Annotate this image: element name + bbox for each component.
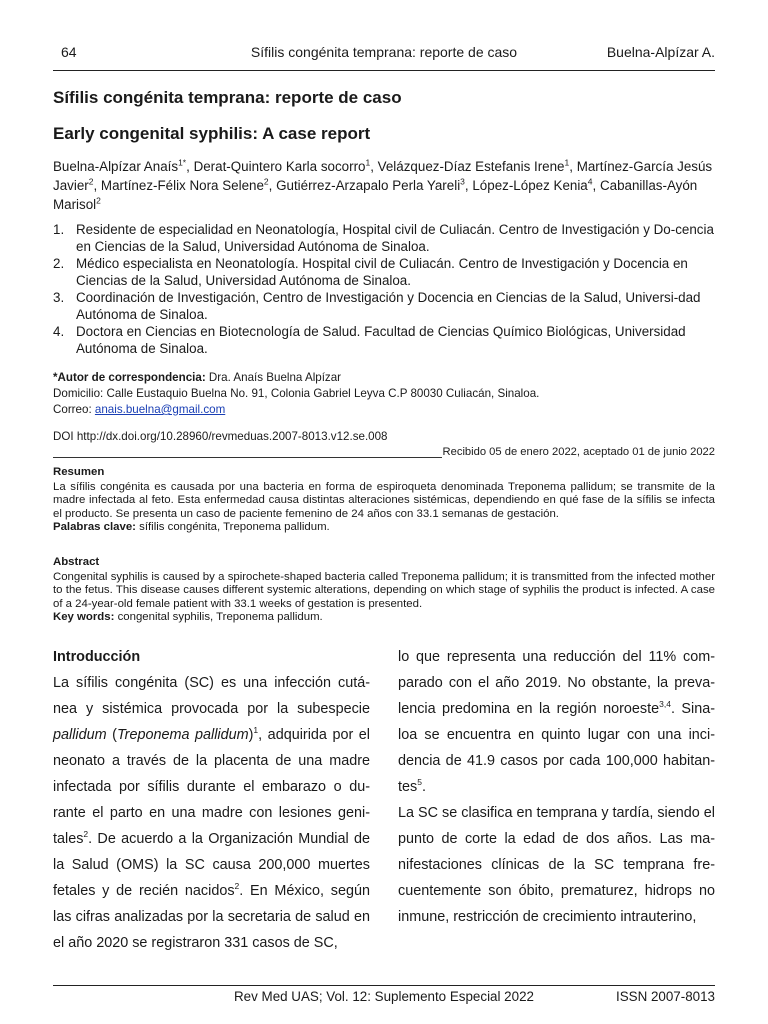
text-run: ( [106,727,117,743]
intro-paragraph-2 [398,644,715,800]
section-heading-introduccion: Introducción [53,649,141,665]
abstract-block [53,556,715,625]
resumen-block [53,466,715,535]
doi-text: DOI http://dx.doi.org/10.28960/revmeduas.2007-8013.v12.se.008 [53,430,388,443]
affiliation-item [53,323,715,357]
received-date: Recibido 05 de enero 2022, aceptado 01 de junio 2022 [442,446,715,458]
affiliation-number: 1. [53,222,65,237]
running-author: Buelna-Alpízar A. [606,44,715,60]
text-run: ) [248,727,254,743]
author-sup: 1* [178,157,187,168]
italic-term: pallidum [53,727,107,743]
journal-citation: Rev Med UAS; Vol. 12: Suplemento Especial 2022 [234,989,534,1004]
citation-sup: 5 [417,777,422,788]
affiliation-list [53,221,715,357]
author-name: Gutiérrez-Arzapalo Perla Yareli [276,178,461,193]
italic-term: Treponema pallidum [116,727,249,743]
issn: ISSN 2007-8013 [615,989,715,1004]
correspondence-name: Dra. Anaís Buelna Alpízar [208,371,342,384]
text-run: . Sina-loa se encuentra en quinto lugar con una inci-dencia de 41.9 casos por cada 100,000 habitan-tes [398,701,715,795]
resumen-heading: Resumen [53,466,105,478]
email-label: Correo: [53,403,92,416]
author-sup: 3 [460,176,465,187]
intro-paragraph-3: La SC se clasifica en temprana y tardía, siendo el punto de corte la edad de dos años. Las ma-nifestaciones clínicas de la SC temprana fre-cuentemente son óbito, prematurez, hidrops no inmune, restricción de crecimiento intrauterino, [398,805,715,925]
author-sup: 2 [88,176,94,187]
citation-sup: 2 [83,829,89,840]
affiliation-text: Residente de especialidad en Neonatología, Hospital civil de Culiacán. Centro de Investigación y Do-cencia en Ciencias de la Salud, Universidad Autónoma de Sinaloa. [76,222,714,254]
citation-sup: 2 [234,881,240,892]
text-run: . De acuerdo a la Organización Mundial de la Salud (OMS) la SC causa 200,000 muertes fetales y de recién nacidos [53,831,370,899]
author-name: Martínez-García Jesús Javier [53,159,713,193]
affiliation-number: 2. [53,256,65,271]
affiliation-text: Coordinación de Investigación, Centro de Investigación y Docencia en Ciencias de la Salud, Universi-dad Autónoma de Sinaloa. [76,290,701,322]
affiliation-text: Doctora en Ciencias en Biotecnología de Salud. Facultad de Ciencias Químico Biológicas, Universidad Autónoma de Sinaloa. [76,324,686,356]
email-link[interactable]: anais.buelna@gmail.com [94,403,226,416]
author-sup: 4 [587,176,593,187]
author-list: Buelna-Alpízar Anaís$^{1*}$, Derat-Quintero Karla socorro$^1$, Velázquez-Díaz Estefanis Irene$^1$, Martínez-García Jesús Javier$^2$, Martínez-Félix Nora Selene$^2$, Gutiérrez-Arzapalo Perla Yareli$^3$, López-López Kenia$^4$, Cabanillas-Ayón Marisol$^2$ [53,157,713,212]
author-sup: 2 [96,195,101,206]
correspondence-address: Domicilio: Calle Eustaquio Buelna No. 91, Colonia Gabriel Leyva C.P 80030 Culiacán, Sinaloa. [53,387,540,400]
citation-sup: 1 [253,725,259,736]
text-run: La sífilis congénita (SC) es una infección cutá-nea y sistémica provocada por la subespecie [53,675,370,717]
body-column-right [398,644,715,930]
received-rule [53,457,442,458]
palabras-clave-label: Palabras clave: [53,521,136,534]
body-column-left [53,644,370,956]
text-run: . [421,779,426,795]
page-number: 64 [61,44,77,60]
resumen-text: La sífilis congénita es causada por una bacteria en forma de espiroqueta denominada Treponema pallidum; se transmite de la madre infectada al feto. Esta enfermedad causa distintas alteraciones sistémicas, dependiendo en qué fase de la sífilis se infecta el producto. Se presenta un caso de paciente femenino de 24 años con 33.1 semanas de gestación. [53,480,715,520]
correspondence-block [53,370,715,418]
author-sup: 1 [365,157,371,168]
intro-paragraph-1 [53,670,370,956]
title-spanish: Sífilis congénita temprana: reporte de caso [53,88,402,107]
affiliation-text: Médico especialista en Neonatología. Hospital civil de Culiacán. Centro de Investigación y Docencia en Ciencias de la Salud, Universidad Autónoma de Sinaloa. [76,256,688,288]
author-name: Velázquez-Díaz Estefanis Irene [377,159,565,174]
abstract-heading: Abstract [53,556,100,568]
keywords-label: Key words: [53,611,115,624]
text-run: , adquirida por el neonato a través de la placenta de una madre infectada por sífilis durante el embarazo o du-rante el parto en una madre con lesiones geni-tales [53,727,370,847]
title-english: Early congenital syphilis: A case report [53,124,371,143]
author-name: Cabanillas-Ayón Marisol [53,178,698,212]
footer-rule [53,985,715,986]
affiliation-number: 3. [53,290,65,305]
affiliation-number: 4. [53,324,65,339]
citation-sup: 3,4 [659,699,671,710]
keywords: congenital syphilis, Treponema pallidum. [117,611,323,624]
affiliation-item [53,221,715,255]
affiliation-item [53,255,715,289]
author-sup: 1 [564,157,570,168]
running-header [53,44,715,64]
correspondence-label: *Autor de correspondencia: [53,371,206,384]
author-name: Derat-Quintero Karla socorro [193,159,366,174]
palabras-clave: sífilis congénita, Treponema pallidum. [139,521,330,534]
author-name: Martínez-Félix Nora Selene [100,178,264,193]
abstract-text: Congenital syphilis is caused by a spirochete-shaped bacteria called Treponema pallidum; it is transmitted from the infected mother to the fetus. This disease causes different systemic alterations, depending on which stage of syphilis the product is infected. A case of a 24-year-old female patient with 33.1 weeks of gestation is presented. [53,570,715,610]
text-run: lo que representa una reducción del 11% com-parado con el año 2019. No obstante, la preva-lencia predomina en la región noroeste [398,649,715,717]
text-run: . En México, según las cifras analizadas por la secretaria de salud en el año 2020 se registraron 331 casos de SC, [53,883,370,951]
running-title: Sífilis congénita temprana: reporte de caso [250,44,518,60]
header-rule [53,70,715,71]
author-name: Buelna-Alpízar Anaís [53,159,179,174]
author-name: López-López Kenia [472,178,588,193]
author-sup: 2 [263,176,269,187]
affiliation-item [53,289,715,323]
received-line [53,444,715,462]
